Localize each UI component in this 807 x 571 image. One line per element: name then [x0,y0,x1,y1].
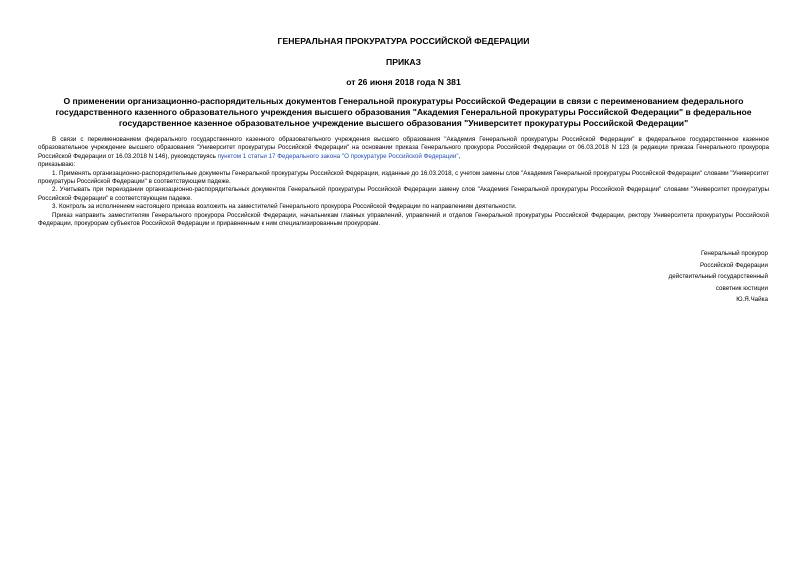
signature-block [669,248,768,306]
order-item-1: 1. Применять организационно-распорядительные документы Генеральной прокуратуры Российской Федерации, изданные до 16.03.2018, с учетом замены слов "Академия Генеральной прокуратуры Российской Федерации" словами "Университет прокуратуры Российской Федерации" в соответствующем падеже. [38,169,770,186]
document-body [38,136,769,228]
intro-text: В связи с переименованием федерального государственного казенного образовательного учреждения высшего образования "Академия Генеральной прокуратуры Российской Федерации" в федеральное государственное казенное образовательное учреждение высшего образования "Университет прокуратуры Российской Федерации" на основании приказа Генерального прокурора Российской Федерации от 06.03.2018 N 123 (в редакции приказа Генерального прокурора Российской Федерации от 16.03.2018 N 146), руководствуясь [38,136,769,160]
intro-paragraph [38,136,769,161]
signature-line-rank-2: советник юстиции [715,284,768,292]
intro-end: , [458,152,461,160]
order-item-3: 3. Контроль за исполнением настоящего приказа возложить на заместителей Генерального прокурора Российской Федерации по направлениям деятельности. [52,203,517,211]
order-item-2: 2. Учитывать при переиздании организационно-распорядительных документов Генеральной прокуратуры Российской Федерации замену слов "Академия Генеральной прокуратуры Российской Федерации" словами "Университет прокуратуры Российской Федерации" в соответствующем падеже. [38,186,769,202]
organization-heading: ГЕНЕРАЛЬНАЯ ПРОКУРАТУРА РОССИЙСКОЙ ФЕДЕРАЦИИ [277,36,530,46]
signature-line-position: Генеральный прокурор [700,250,768,257]
signature-line-rank: действительный государственный [668,273,768,280]
document-title: О применении организационно-распорядительных документов Генеральной прокуратуры Российской Федерации в связи с переименованием федерального государственного казенного образовательного учреждения высшего образования "Академия Генеральной прокуратуры Российской Федерации" в федеральное государственное казенное образовательное учреждение высшего образования "Университет прокуратуры Российской Федерации" [55,96,752,129]
document-type-heading: ПРИКАЗ [386,57,421,67]
document-date-number: от 26 июня 2018 года N 381 [346,77,461,87]
law-reference-link[interactable]: пунктом 1 статьи 17 Федерального закона "О прокуратуре Российской Федерации" [217,152,459,160]
signature-name: Ю.Я.Чайка [736,296,768,303]
signature-line-country: Российской Федерации [700,261,768,269]
distribution-paragraph: Приказ направить заместителям Генерального прокурора Российской Федерации, начальникам главных управлений, управлений и отделов Генеральной прокуратуры Российской Федерации, ректору Университета прокуратуры Российской Федерации, прокурорам субъектов Российской Федерации и приравненным к ним специализированным прокурорам. [38,211,769,228]
order-word: приказываю: [38,161,76,169]
